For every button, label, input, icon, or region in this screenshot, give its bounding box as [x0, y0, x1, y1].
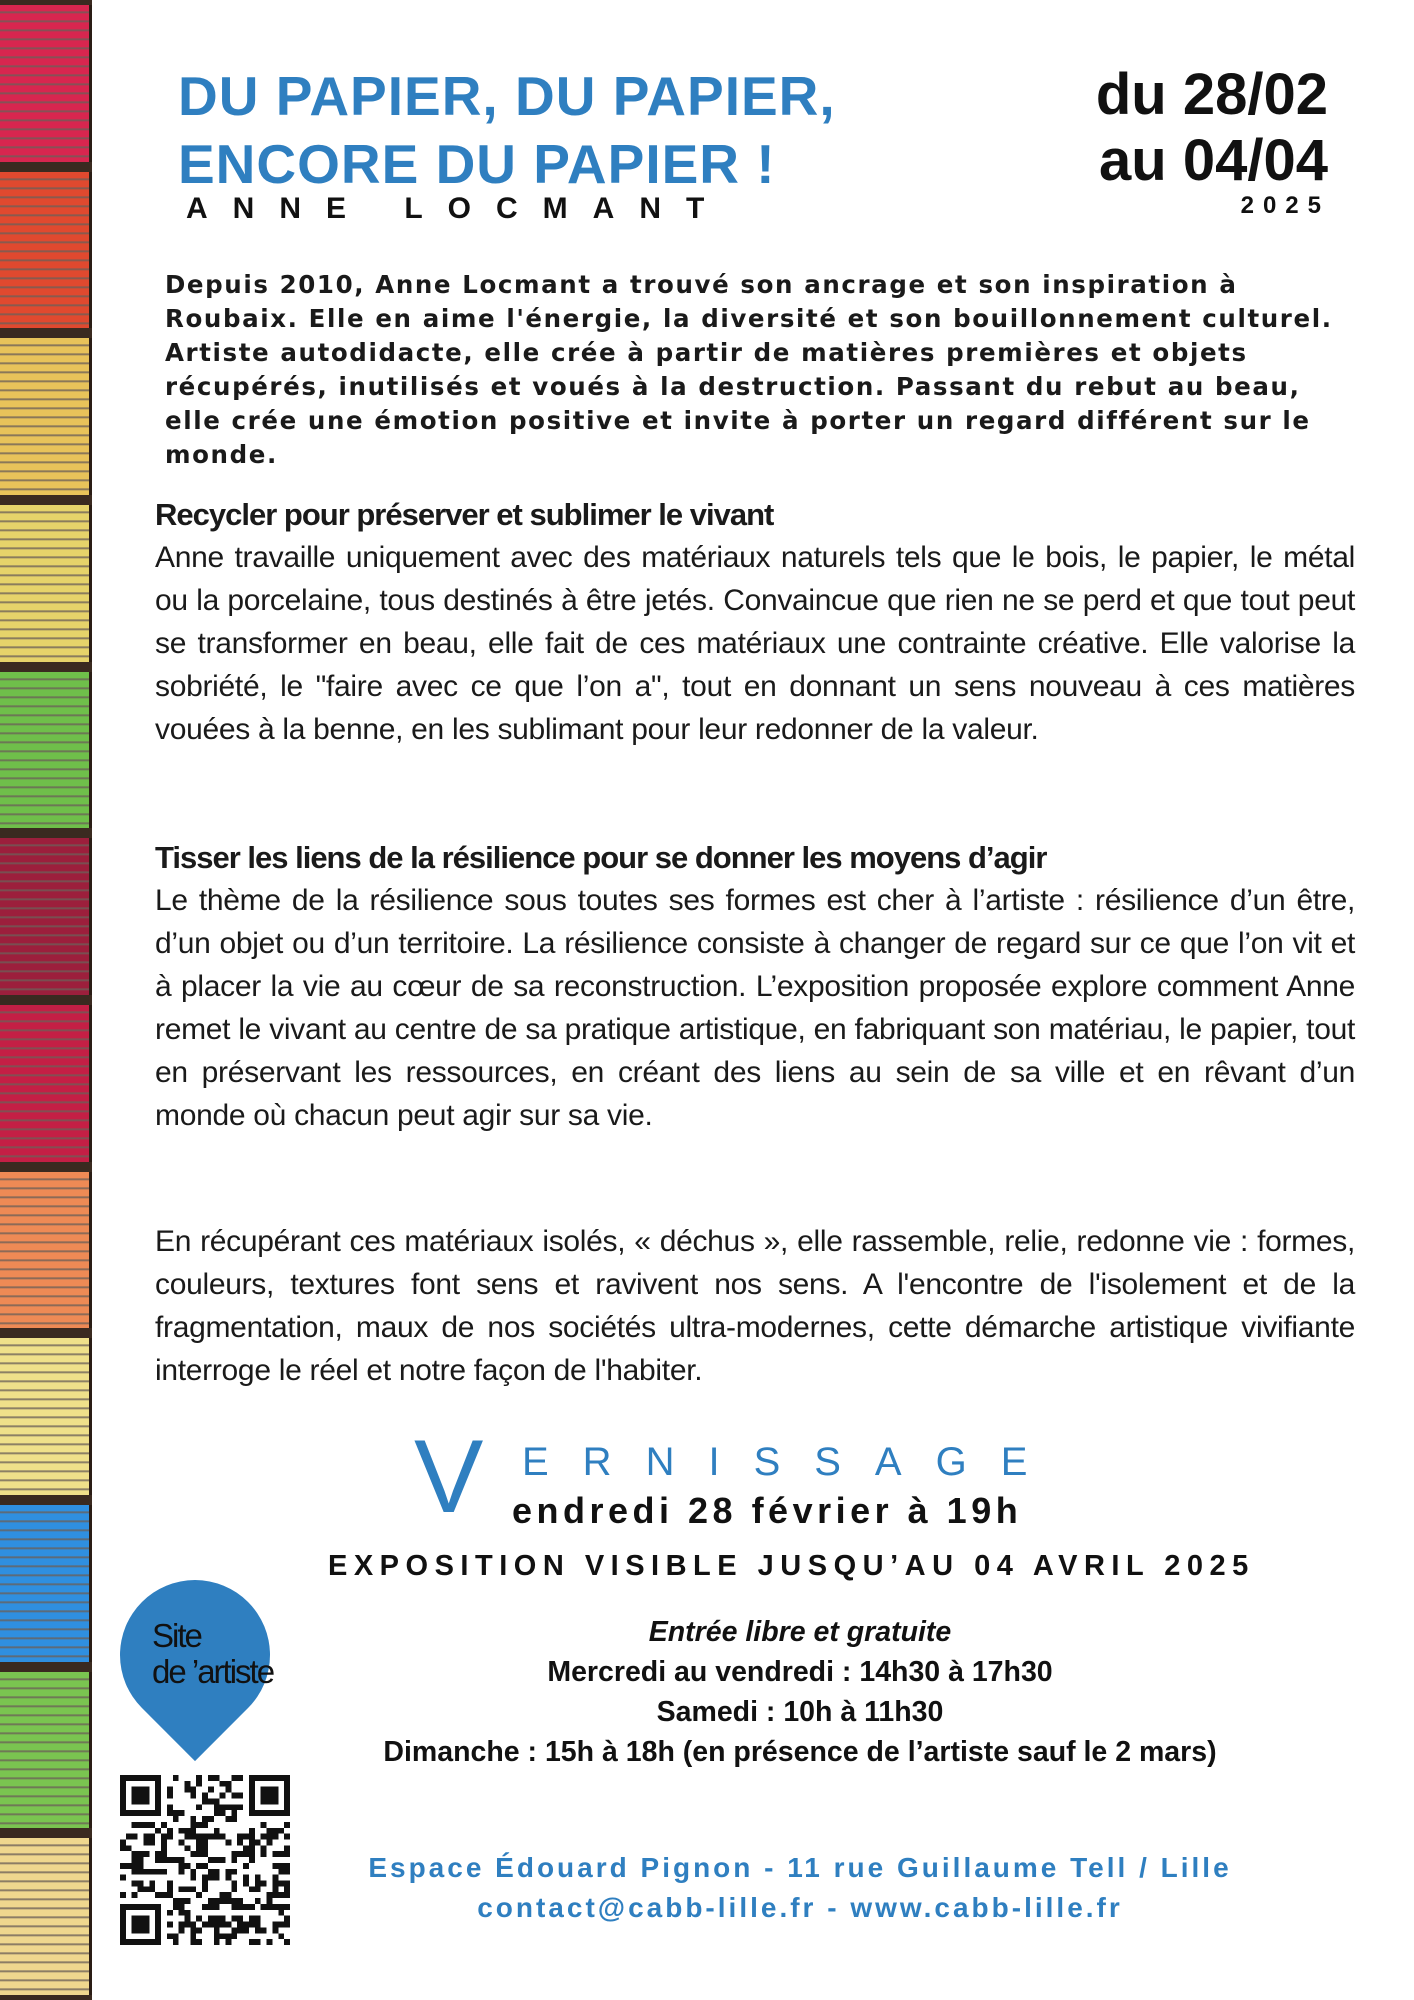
section-paragraph: Le thème de la résilience sous toutes ses formes est cher à l’artiste : résilience d’un être, d’un objet ou d’un territoire. La résilience consiste à changer de regard sur ce que l’on vit et à placer la vie au cœur de sa reconstruction. L’exposition proposée explore comment Anne remet le vivant au centre de sa pratique artistique, en fabriquant son matériau, le papier, tout en préservant les ressources, en créant des liens au sein de sa ville et en rêvant d’un monde où chacun peut agir sur sa vie. [155, 884, 1355, 1132]
site-label-line1: Site [152, 1617, 201, 1654]
paper-strip [0, 0, 92, 2000]
paper-block [0, 1172, 92, 1329]
year: 2025 [1240, 192, 1330, 219]
vernissage-initial: V [414, 1419, 484, 1535]
paper-block [0, 172, 92, 329]
artist-name: ANNE LOCMANT [186, 192, 730, 225]
section-closing [155, 1220, 1355, 1392]
section-heading: Tisser les liens de la résilience pour se donner les moyens d’agir [155, 840, 1047, 875]
paper-block [0, 1505, 92, 1662]
paper-block [0, 838, 92, 995]
venue-links[interactable]: contact@cabb-lille.fr - www.cabb-lille.fr [477, 1892, 1123, 1923]
paper-block [0, 505, 92, 662]
opening-hours [300, 1612, 1300, 1772]
paper-block [0, 5, 92, 162]
free-entry: Entrée libre et gratuite [648, 1616, 952, 1648]
title-line-2: ENCORE DU PAPIER ! [178, 133, 776, 195]
paper-block [0, 1338, 92, 1495]
section-paragraph: Anne travaille uniquement avec des matériaux naturels tels que le bois, le papier, le métal ou la porcelaine, tous destinés à être jetés. Convaincue que rien ne se perd et que tout peut se transformer en beau, elle fait de ces matériaux une contrainte créative. Elle valorise la sobriété, le "faire avec ce que l’on a", tout en donnant un sens nouveau à ces matières vouées à la benne, en les sublimant pour leur redonner de la valeur. [155, 541, 1355, 746]
section-paragraph: En récupérant ces matériaux isolés, « déchus », elle rassemble, relie, redonne vie : formes, couleurs, textures font sens et ravivent nos sens. A l'encontre de l'isolement et de la fragmentation, maux de nos sociétés ultra-modernes, cette démarche artistique vivifiante interroge le réel et notre façon de l'habiter. [155, 1225, 1355, 1387]
paper-block [0, 1005, 92, 1162]
site-label-line2: de ’artiste [152, 1653, 274, 1690]
section-resilience [155, 836, 1355, 1137]
exhibition-title [178, 62, 938, 198]
paper-block [0, 1672, 92, 1829]
hours-saturday: Samedi : 10h à 11h30 [656, 1696, 944, 1728]
paper-block [0, 672, 92, 829]
site-artiste-link[interactable] [152, 1618, 273, 1690]
date-end: au 04/04 [1099, 128, 1328, 193]
section-heading: Recycler pour préserver et sublimer le vivant [155, 497, 774, 532]
paper-block [0, 338, 92, 495]
vernissage-date: endredi 28 février à 19h [512, 1490, 1023, 1531]
title-line-1: DU PAPIER, DU PAPIER, [178, 65, 836, 127]
vernissage-word: ERNISSAGE [522, 1440, 1062, 1484]
venue-contact [250, 1848, 1350, 1928]
date-range [1096, 62, 1328, 194]
intro-paragraph: Depuis 2010, Anne Locmant a trouvé son ancrage et son inspiration à Roubaix. Elle en aime l'énergie, la diversité et son bouillonnement culturel. Artiste autodidacte, elle crée à partir de matières premières et objets récupérés, inutilisés et voués à la destruction. Passant du rebut au beau, elle crée une émotion positive et invite à porter un regard différent sur le monde. [165, 270, 1333, 469]
hours-sunday: Dimanche : 15h à 18h (en présence de l’artiste sauf le 2 mars) [383, 1736, 1217, 1768]
section-recycler [155, 493, 1355, 751]
paper-block [0, 1838, 92, 1995]
venue-address: Espace Édouard Pignon - 11 rue Guillaume Tell / Lille [368, 1852, 1232, 1883]
hours-weekdays: Mercredi au vendredi : 14h30 à 17h30 [547, 1656, 1053, 1688]
date-start: du 28/02 [1095, 62, 1328, 127]
exposition-dates: EXPOSITION VISIBLE JUSQU’AU 04 AVRIL 2025 [328, 1550, 1255, 1582]
